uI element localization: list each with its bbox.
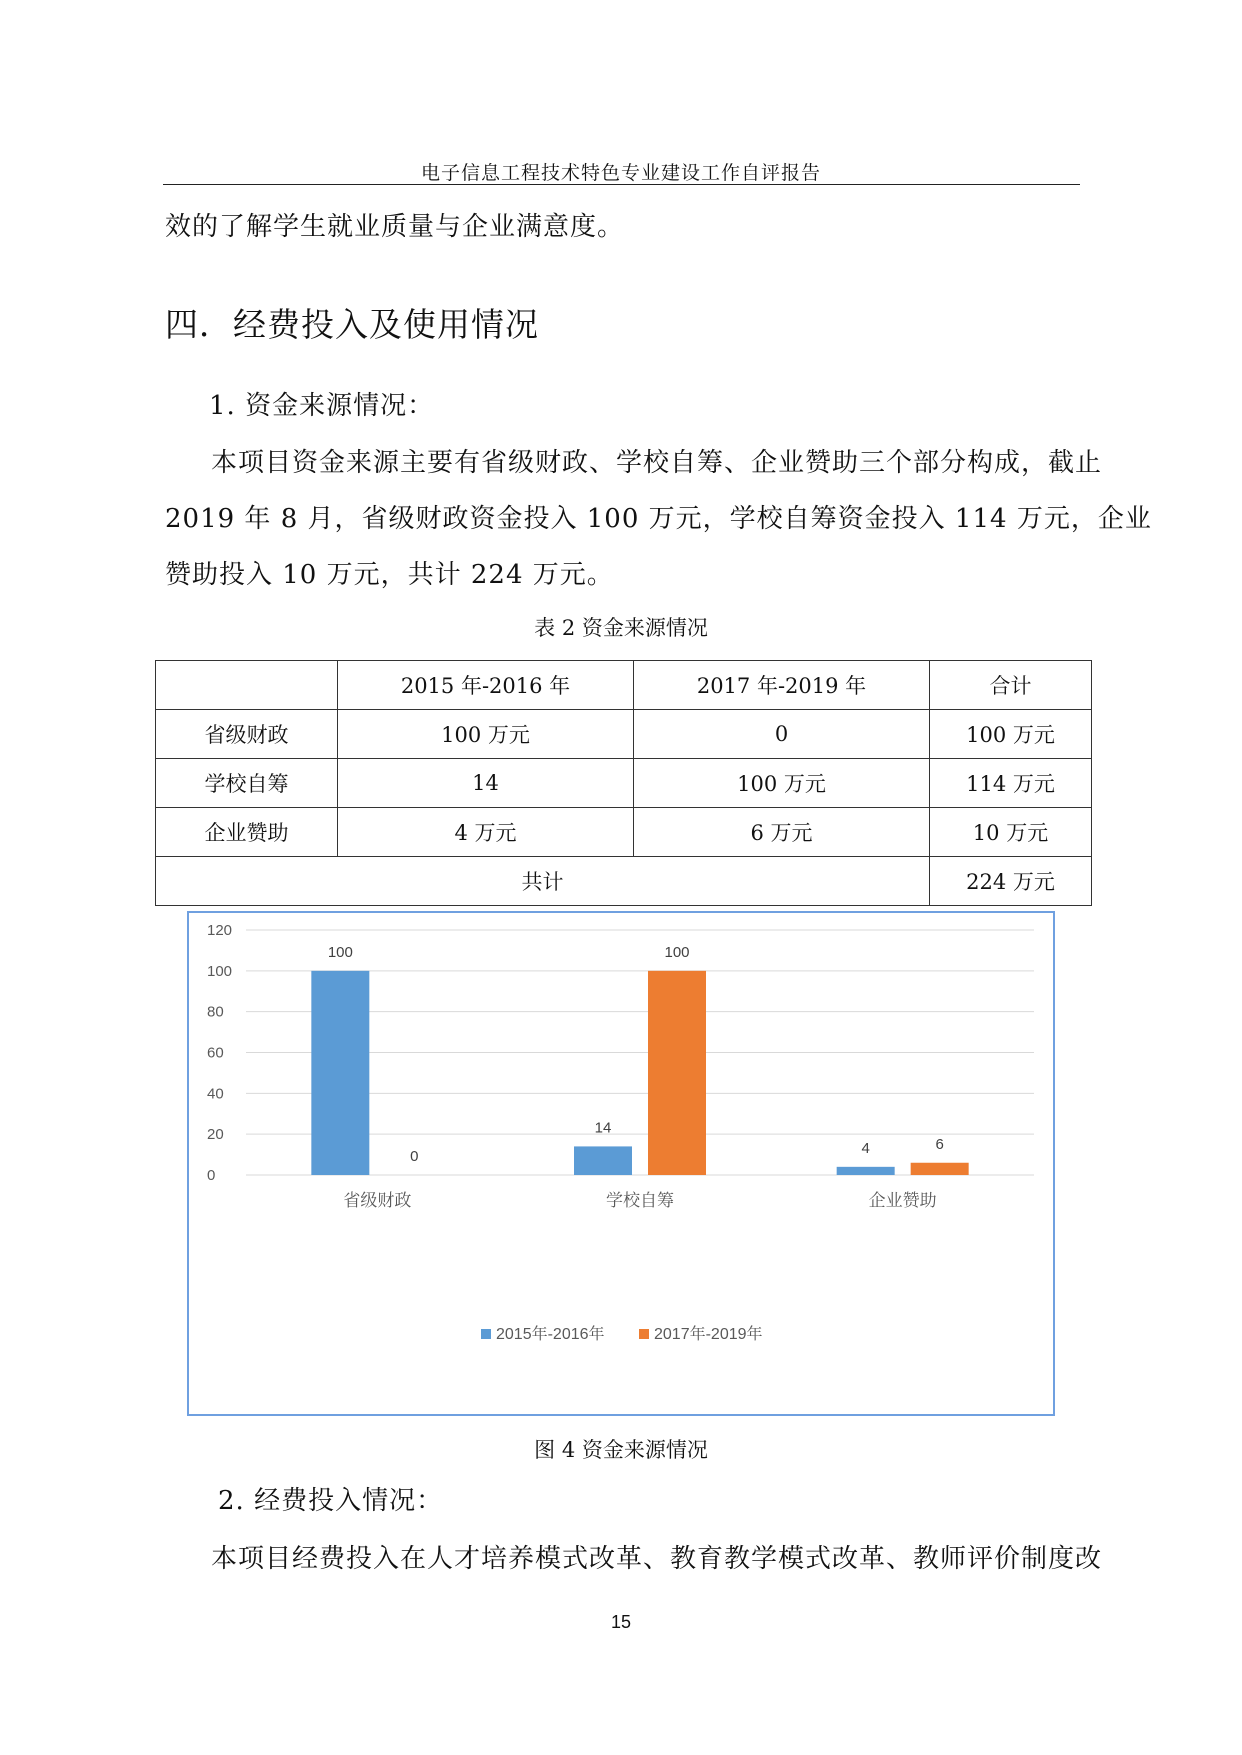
y-tick-label: 80 bbox=[207, 1003, 224, 1021]
paragraph-2-line-1: 本项目经费投入在人才培养模式改革、教育教学模式改革、教师评价制度改 bbox=[211, 1544, 1103, 1574]
page-header-title: 电子信息工程技术特色专业建设工作自评报告 bbox=[420, 162, 821, 184]
data-label: 4 bbox=[861, 1139, 870, 1157]
legend-label: 2017年-2019年 bbox=[654, 1326, 763, 1343]
table-cell: 4 万元 bbox=[338, 808, 634, 857]
table-total-value: 224 万元 bbox=[930, 857, 1092, 906]
data-label: 14 bbox=[594, 1119, 612, 1137]
chart-bar bbox=[311, 971, 369, 1175]
chart-bar bbox=[911, 1163, 969, 1175]
data-label: 0 bbox=[410, 1148, 419, 1165]
table-cell: 100 万元 bbox=[338, 710, 634, 759]
y-tick-label: 60 bbox=[207, 1044, 224, 1062]
chart-bar bbox=[574, 1146, 632, 1175]
table-total-label: 共计 bbox=[156, 857, 930, 906]
table-cell: 100 万元 bbox=[634, 759, 930, 808]
table-cell: 省级财政 bbox=[156, 710, 338, 759]
table-cell: 6 万元 bbox=[634, 808, 930, 857]
table-cell: 企业赞助 bbox=[156, 808, 338, 857]
table-header-cell: 合计 bbox=[930, 661, 1092, 710]
table-header-row bbox=[156, 661, 1092, 710]
table-cell: 10 万元 bbox=[930, 808, 1092, 857]
funding-source-table bbox=[155, 660, 1092, 906]
subsection-heading-2: 2. 经费投入情况： bbox=[218, 1486, 444, 1516]
data-label: 6 bbox=[935, 1135, 944, 1153]
y-tick-label: 40 bbox=[207, 1085, 224, 1103]
y-tick-label: 120 bbox=[207, 922, 233, 939]
table-cell: 学校自筹 bbox=[156, 759, 338, 808]
page-number: 15 bbox=[610, 1612, 632, 1632]
funding-bar-chart bbox=[187, 911, 1055, 1416]
table-cell: 14 bbox=[338, 759, 634, 808]
table-header-cell: 2017 年-2019 年 bbox=[634, 661, 930, 710]
table-row bbox=[156, 710, 1092, 759]
table-cell: 100 万元 bbox=[930, 710, 1092, 759]
data-label: 100 bbox=[327, 943, 353, 961]
x-category-label: 学校自筹 bbox=[606, 1191, 674, 1211]
x-category-label: 企业赞助 bbox=[868, 1191, 937, 1211]
paragraph-1-line-2: 2019 年 8 月，省级财政资金投入 100 万元，学校自筹资金投入 114 万元，企业 bbox=[165, 504, 1152, 534]
chart-bar bbox=[648, 971, 706, 1175]
section-heading: 四．经费投入及使用情况 bbox=[165, 305, 539, 344]
y-tick-label: 0 bbox=[207, 1167, 216, 1184]
paragraph-1-line-1: 本项目资金来源主要有省级财政、学校自筹、企业赞助三个部分构成，截止 bbox=[211, 448, 1103, 478]
y-tick-label: 100 bbox=[207, 962, 233, 980]
table-row bbox=[156, 759, 1092, 808]
chart-svg bbox=[189, 913, 1053, 1414]
figure-caption: 图 4 资金来源情况 bbox=[534, 1438, 708, 1462]
table-cell: 0 bbox=[634, 710, 930, 759]
legend-swatch bbox=[481, 1329, 491, 1339]
y-tick-label: 20 bbox=[207, 1126, 224, 1144]
paragraph-continuation: 效的了解学生就业质量与企业满意度。 bbox=[165, 212, 625, 242]
header-rule bbox=[163, 184, 1080, 185]
table-cell: 114 万元 bbox=[930, 759, 1092, 808]
chart-bar bbox=[837, 1167, 895, 1175]
legend-label: 2015年-2016年 bbox=[496, 1326, 605, 1343]
subsection-heading-1: 1. 资金来源情况： bbox=[209, 391, 435, 421]
legend-swatch bbox=[639, 1329, 649, 1339]
table-row bbox=[156, 808, 1092, 857]
data-label: 100 bbox=[664, 943, 690, 961]
table-header-cell bbox=[156, 661, 338, 710]
table-header-cell: 2015 年-2016 年 bbox=[338, 661, 634, 710]
table-caption: 表 2 资金来源情况 bbox=[534, 616, 708, 640]
table-total-row bbox=[156, 857, 1092, 906]
x-category-label: 省级财政 bbox=[343, 1191, 412, 1211]
paragraph-1-line-3: 赞助投入 10 万元，共计 224 万元。 bbox=[165, 560, 614, 590]
